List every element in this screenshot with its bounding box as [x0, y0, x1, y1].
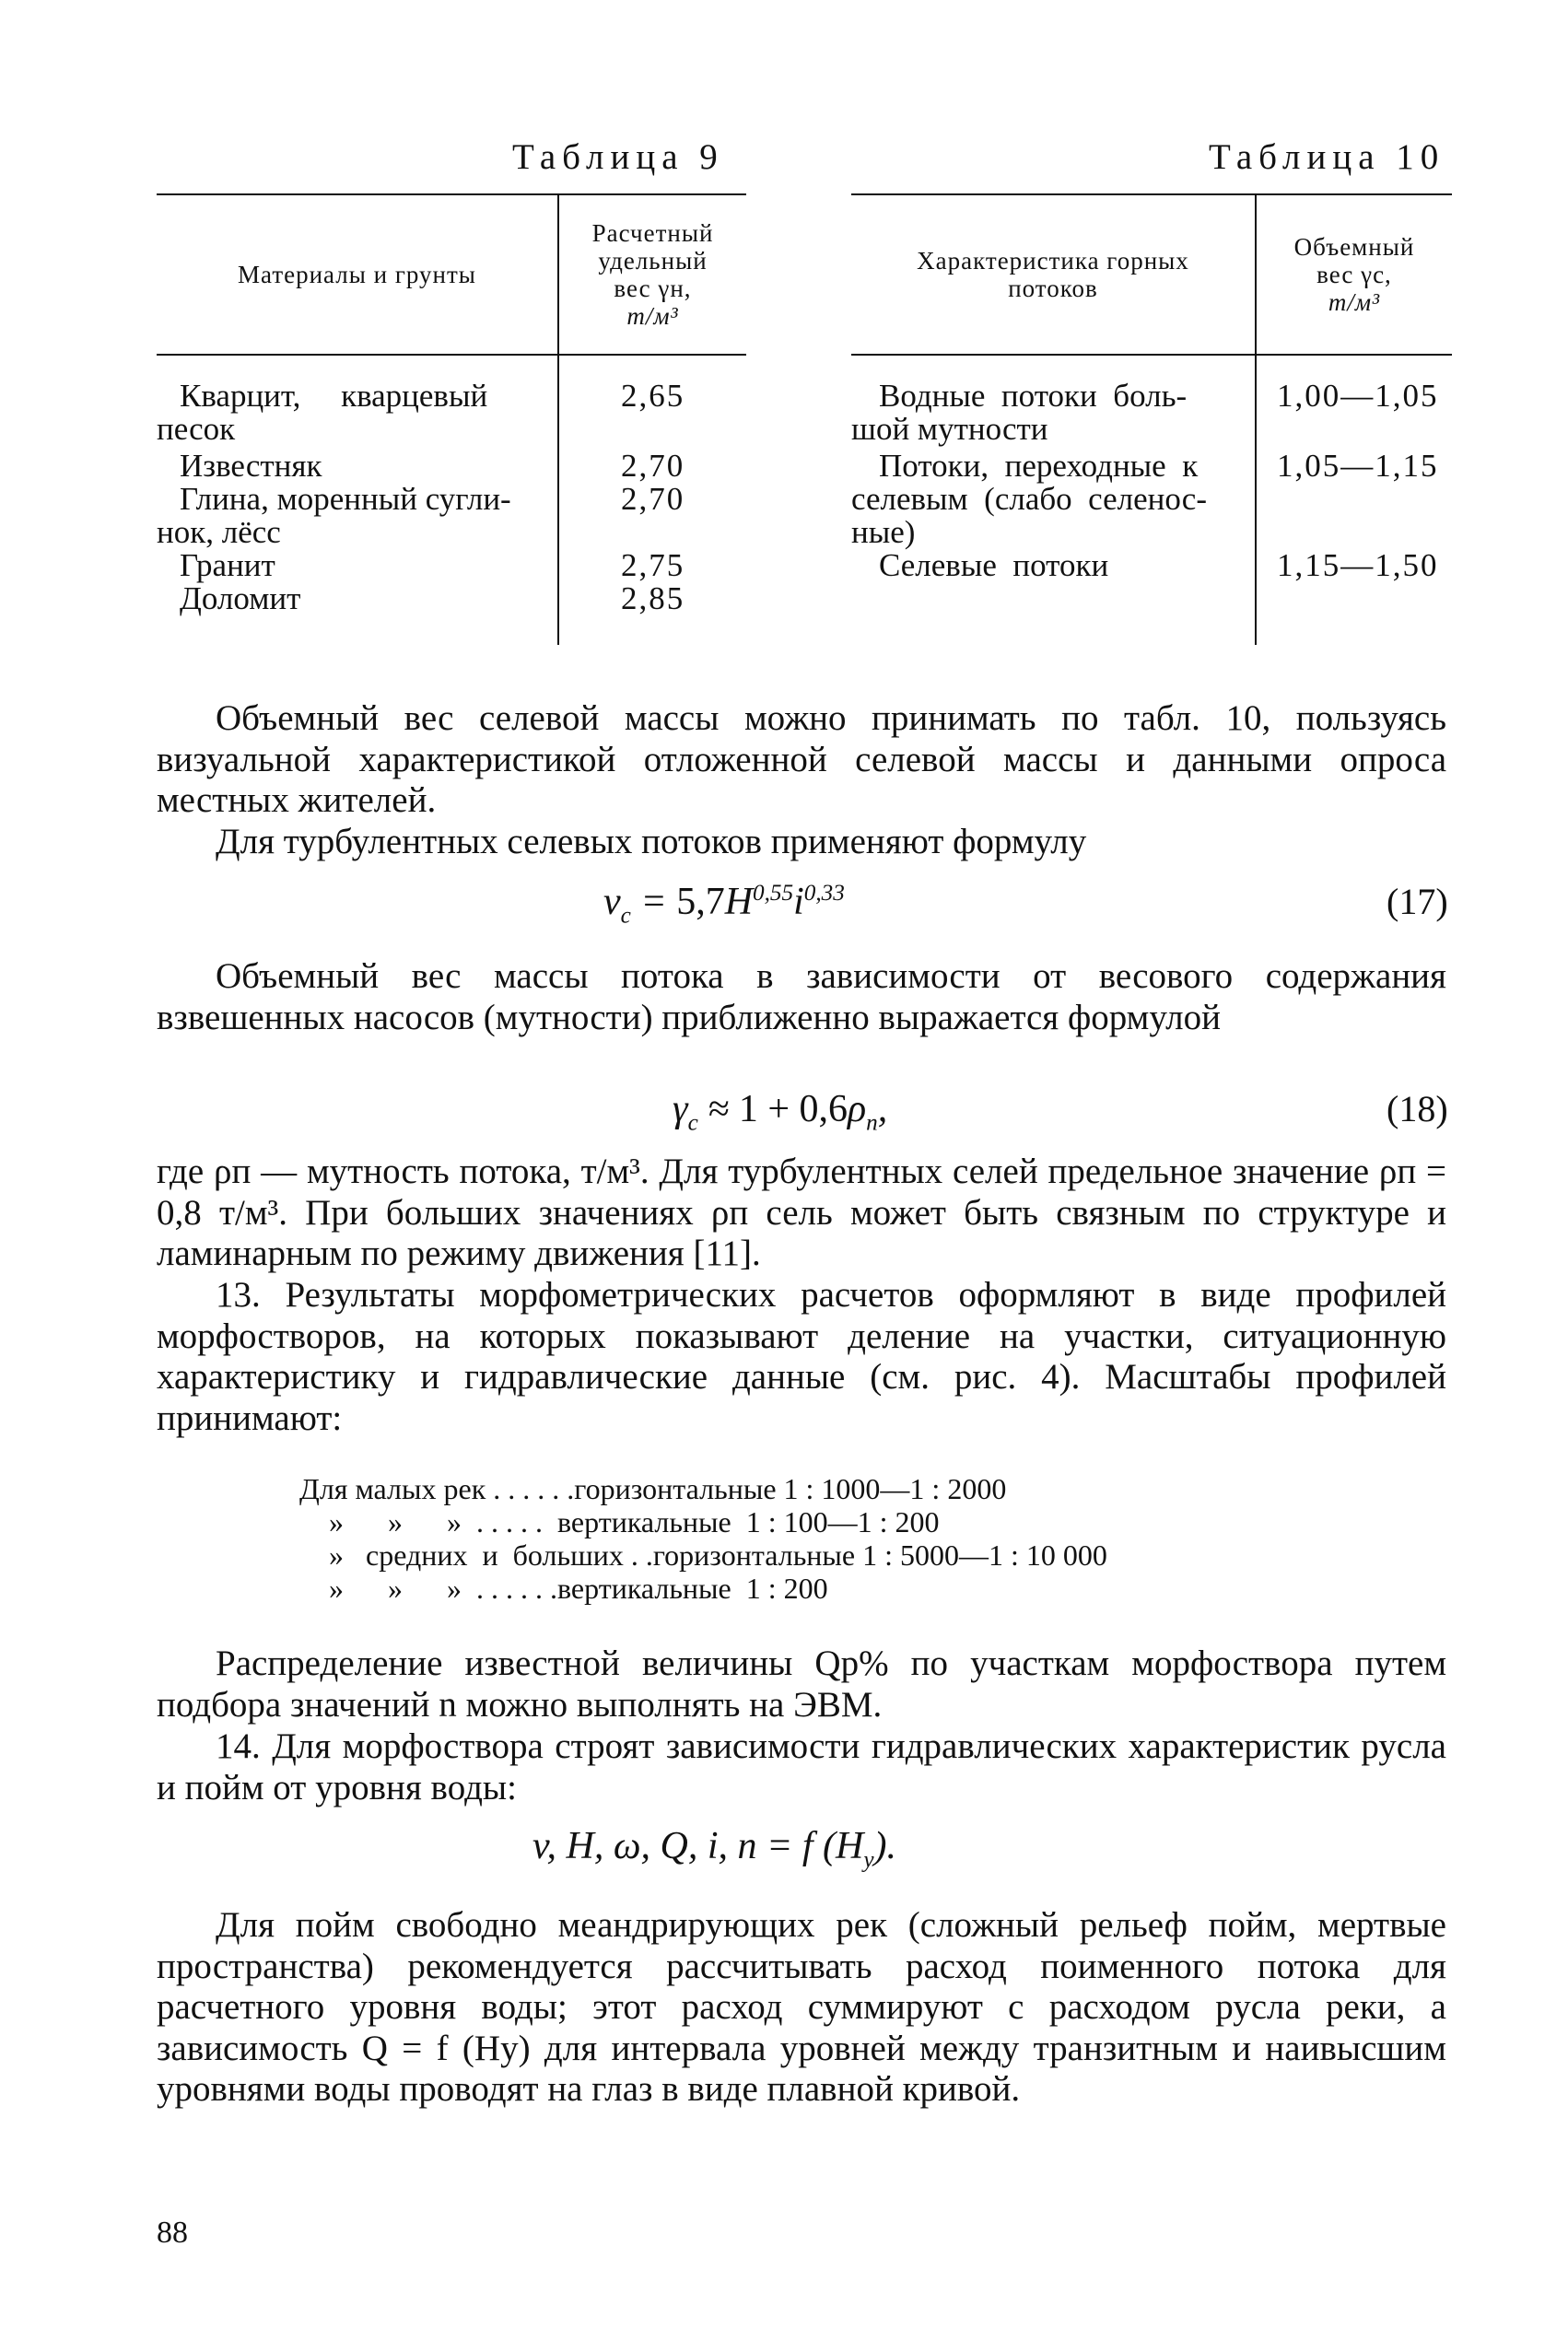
scale-line: » » » . . . . . вертикальные 1 : 100—1 : 200: [299, 1505, 940, 1538]
table9-row-value: 2,85: [621, 580, 685, 616]
formula-18: $\gamma_с \approx 1 + 0,6\rho_п$,: [673, 1088, 888, 1136]
table9-row-material: Кварцит, кварцевый песок: [157, 378, 488, 447]
table9-header-rule: [157, 354, 746, 356]
table9-row-material: Глина, моренный сугли- нок, лёсс: [157, 481, 511, 550]
table9-row-value: 2,65: [621, 378, 685, 414]
page-number: 88: [157, 2216, 188, 2250]
table10-row-type: Потоки, переходные к селевым (слабо селенос- ные): [851, 448, 1207, 550]
paragraph-item-13: 13. Результаты морфометрических расчетов оформляют в виде профилей морфостворов, на которых показывают деление на участки, ситуационную характеристику и гидравлические данные (см. рис. 4). Масштабы профилей принимают:: [157, 1275, 1446, 1438]
paragraph-item-14: 14. Для морфоствора строят зависимости гидравлических характеристик русла и пойм от уровня воды:: [157, 1726, 1446, 1807]
table10-header-weight: Объемный вес γс, т/м³: [1293, 233, 1415, 316]
table9-row-material: Доломит: [180, 580, 301, 616]
scale-line: » средних и больших . .горизонтальные 1 : 5000—1 : 10 000: [299, 1538, 1107, 1572]
formula-17: $v_с = 5,7H^{0,55}i^{0,33}$: [603, 881, 845, 929]
table10-header-rule: [851, 354, 1452, 356]
table10-row-type: Водные потоки боль- шой мутности: [851, 378, 1188, 447]
paragraph-formula-18-intro: Объемный вес массы потока в зависимости от весового содержания взвешенных насосов (мутности) приближенно выражается формулой: [157, 956, 1446, 1037]
formula-hydraulic-dependence: v, H, ω, Q, i, n = f $(H_у)$.: [532, 1825, 897, 1873]
formula-17-number: (17): [1387, 881, 1448, 922]
paragraph-turbidity: где ρп — мутность потока, т/м³. Для турбулентных селей предельное значение ρп = 0,8 т/м³. При больших значениях ρп сель может быть связным по структуре и ламинарным по режиму движения [11].: [157, 1152, 1446, 1273]
table9-row-material: Известняк: [180, 448, 322, 484]
table9-row-value: 2,70: [621, 481, 685, 517]
paragraph-floodplains: Для пойм свободно меандрирующих рек (сложный рельеф пойм, мертвые пространства) рекомендуется рассчитывать расход поименного потока для расчетного уровня воды; этот расход суммируют с расходом русла реки, а зависимость Q = f (Hу) для интервала уровней между транзитным и наивысшим уровнями воды проводят на глаз в виде плавной кривой.: [157, 1905, 1446, 2109]
paragraph-volume-weight: Объемный вес селевой массы можно принимать по табл. 10, пользуясь визуальной характеристикой отложенной селевой массы и данными опроса местных жителей.: [157, 698, 1446, 820]
table10-caption: Таблица 10: [1209, 137, 1445, 177]
scale-line: Для малых рек . . . . . .горизонтальные 1 : 1000—1 : 2000: [299, 1472, 1007, 1505]
table-9: [157, 193, 746, 645]
table10-row-type: Селевые потоки: [879, 547, 1109, 583]
table10-header-type: Характеристика горных потоков: [917, 247, 1189, 302]
table10-row-value: 1,05—1,15: [1277, 448, 1439, 484]
table10-row-value: 1,15—1,50: [1277, 547, 1439, 583]
table9-row-value: 2,75: [621, 547, 685, 583]
table9-caption: Таблица 9: [512, 137, 724, 177]
table9-row-material: Гранит: [180, 547, 275, 583]
table9-header-materials: Материалы и грунты: [238, 261, 476, 288]
table-10: [851, 193, 1452, 645]
paragraph-formula-17-intro: Для турбулентных селевых потоков применяют формулу: [216, 822, 1087, 861]
table10-row-value: 1,00—1,05: [1277, 378, 1439, 414]
formula-18-number: (18): [1387, 1088, 1448, 1129]
scale-line: » » » . . . . . .вертикальные 1 : 200: [299, 1572, 828, 1605]
paragraph-distribution: Распределение известной величины Qр% по участкам морфоствора путем подбора значений n можно выполнять на ЭВМ.: [157, 1644, 1446, 1725]
table9-row-value: 2,70: [621, 448, 685, 484]
table9-header-weight: Расчетный удельный вес γн, т/м³: [591, 219, 714, 330]
